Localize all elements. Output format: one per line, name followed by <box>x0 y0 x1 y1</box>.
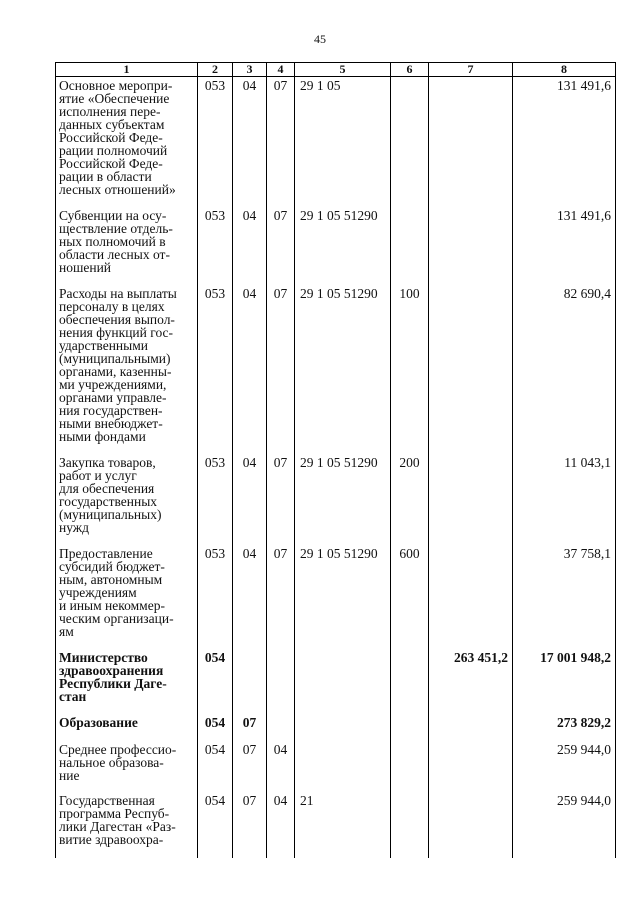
subsection-code: 07 <box>267 545 295 649</box>
subsection-code <box>267 714 295 741</box>
table-row <box>56 714 616 741</box>
expense-type-code <box>391 77 429 207</box>
target-article-code <box>295 741 391 792</box>
expense-type-code <box>391 649 429 714</box>
amount-column-8: 259 944,0 <box>513 792 616 858</box>
section-code: 04 <box>233 454 267 545</box>
amount-column-8: 17 001 948,2 <box>513 649 616 714</box>
page-number: 45 <box>314 32 326 46</box>
section-code: 04 <box>233 207 267 285</box>
section-code: 04 <box>233 77 267 207</box>
row-name: Предоставление субсидий бюджет- ным, автономным учреждениям и иным некоммер- ческим организаци- ям <box>56 545 198 649</box>
amount-column-7 <box>429 285 513 454</box>
row-name: Закупка товаров, работ и услуг для обеспечения государственных (муниципальных) нужд <box>56 454 198 545</box>
amount-column-8: 82 690,4 <box>513 285 616 454</box>
column-header: 3 <box>233 63 267 77</box>
table-row <box>56 545 616 649</box>
expense-type-code: 100 <box>391 285 429 454</box>
subsection-code: 04 <box>267 792 295 858</box>
amount-column-8: 131 491,6 <box>513 77 616 207</box>
admin-code: 053 <box>198 454 233 545</box>
subsection-code: 07 <box>267 285 295 454</box>
target-article-code: 29 1 05 51290 <box>295 207 391 285</box>
budget-table <box>55 62 616 858</box>
amount-column-7 <box>429 792 513 858</box>
table-row <box>56 741 616 792</box>
amount-column-7 <box>429 545 513 649</box>
target-article-code: 29 1 05 <box>295 77 391 207</box>
expense-type-code: 200 <box>391 454 429 545</box>
admin-code: 054 <box>198 649 233 714</box>
amount-column-7 <box>429 454 513 545</box>
table-row <box>56 792 616 858</box>
target-article-code: 21 <box>295 792 391 858</box>
table-row <box>56 77 616 207</box>
subsection-code <box>267 649 295 714</box>
amount-column-8: 37 758,1 <box>513 545 616 649</box>
expense-type-code <box>391 741 429 792</box>
header-row <box>56 63 616 77</box>
amount-column-8: 11 043,1 <box>513 454 616 545</box>
amount-column-7 <box>429 714 513 741</box>
row-name: Образование <box>56 714 198 741</box>
column-header: 6 <box>391 63 429 77</box>
section-code: 04 <box>233 545 267 649</box>
target-article-code: 29 1 05 51290 <box>295 545 391 649</box>
section-code: 07 <box>233 714 267 741</box>
column-header: 7 <box>429 63 513 77</box>
row-name: Основное меропри- ятие «Обеспечение исполнения пере- данных субъектам Российской Феде- рации полномочий Российской Феде- рации в области лесных отношений» <box>56 77 198 207</box>
amount-column-7 <box>429 741 513 792</box>
section-code: 04 <box>233 285 267 454</box>
target-article-code <box>295 649 391 714</box>
admin-code: 053 <box>198 285 233 454</box>
expense-type-code <box>391 207 429 285</box>
subsection-code: 07 <box>267 77 295 207</box>
admin-code: 054 <box>198 792 233 858</box>
table-row <box>56 454 616 545</box>
amount-column-7: 263 451,2 <box>429 649 513 714</box>
column-header: 8 <box>513 63 616 77</box>
expense-type-code: 600 <box>391 545 429 649</box>
table-row <box>56 649 616 714</box>
admin-code: 053 <box>198 77 233 207</box>
row-name: Среднее профессио- нальное образова- ние <box>56 741 198 792</box>
amount-column-8: 131 491,6 <box>513 207 616 285</box>
admin-code: 053 <box>198 545 233 649</box>
row-name: Министерство здравоохранения Республики Даге- стан <box>56 649 198 714</box>
expense-type-code <box>391 714 429 741</box>
admin-code: 054 <box>198 714 233 741</box>
row-name: Субвенции на осу- ществление отдель- ных полномочий в области лесных от- ношений <box>56 207 198 285</box>
column-header: 2 <box>198 63 233 77</box>
row-name: Государственная программа Респуб- лики Дагестан «Раз- витие здравоохра- <box>56 792 198 858</box>
section-code: 07 <box>233 741 267 792</box>
column-header: 4 <box>267 63 295 77</box>
admin-code: 053 <box>198 207 233 285</box>
target-article-code <box>295 714 391 741</box>
target-article-code: 29 1 05 51290 <box>295 285 391 454</box>
table-row <box>56 207 616 285</box>
subsection-code: 07 <box>267 207 295 285</box>
column-header: 5 <box>295 63 391 77</box>
target-article-code: 29 1 05 51290 <box>295 454 391 545</box>
subsection-code: 07 <box>267 454 295 545</box>
table-body <box>56 77 616 858</box>
amount-column-7 <box>429 207 513 285</box>
section-code <box>233 649 267 714</box>
amount-column-8: 273 829,2 <box>513 714 616 741</box>
row-name: Расходы на выплаты персоналу в целях обеспечения выпол- нения функций гос- ударственными (муниципальными) органами, казенны- ми учреждениями, органами управле- ния государствен- ными внебюджет- ными фондами <box>56 285 198 454</box>
table-row <box>56 285 616 454</box>
admin-code: 054 <box>198 741 233 792</box>
amount-column-8: 259 944,0 <box>513 741 616 792</box>
section-code: 07 <box>233 792 267 858</box>
expense-type-code <box>391 792 429 858</box>
column-header: 1 <box>56 63 198 77</box>
subsection-code: 04 <box>267 741 295 792</box>
amount-column-7 <box>429 77 513 207</box>
